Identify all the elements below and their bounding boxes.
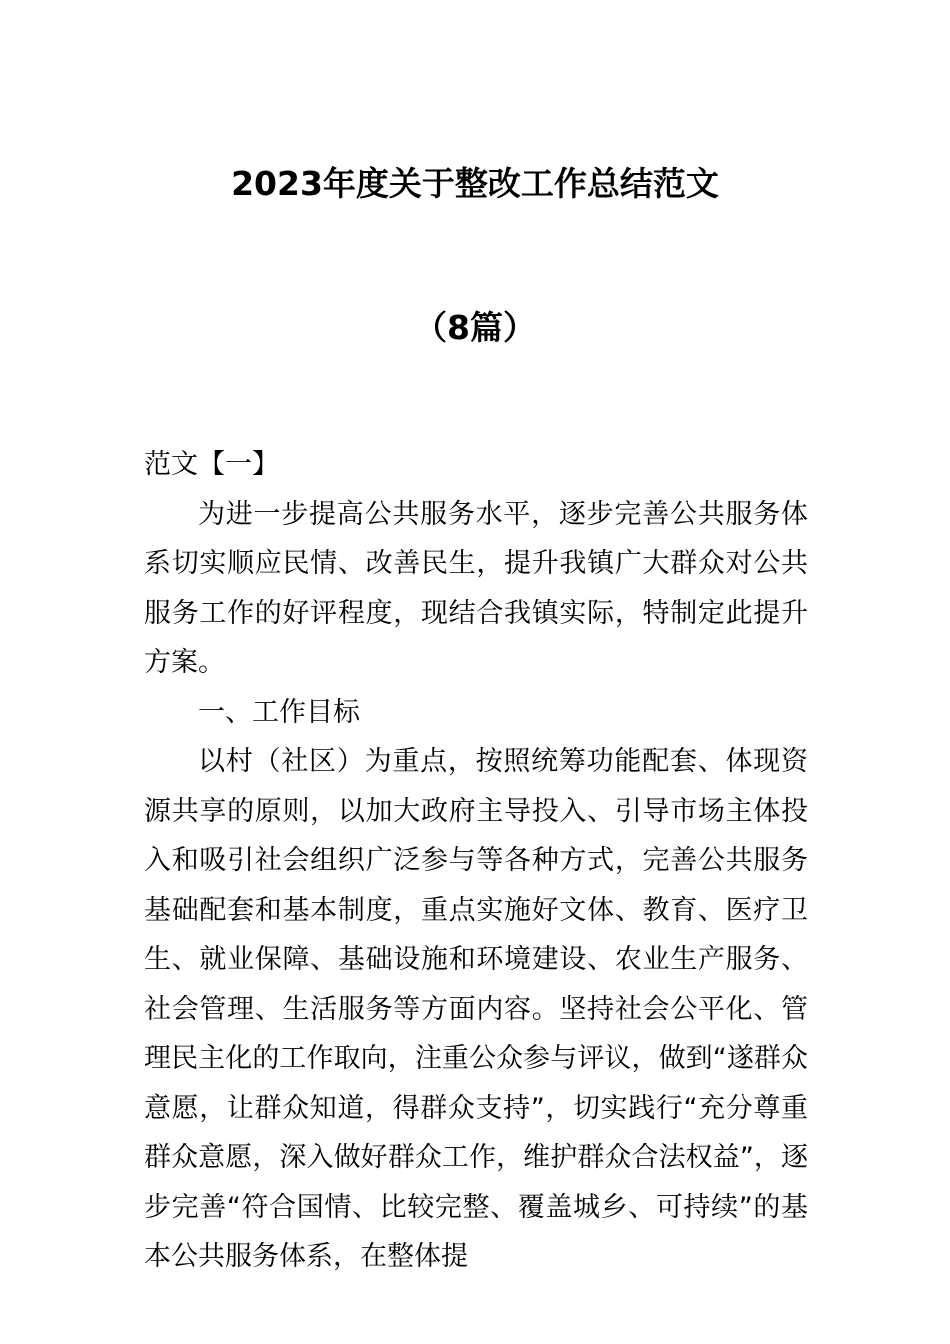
document-title: 2023年度关于整改工作总结范文 [231,164,719,203]
section-label: 范文【一】 [144,449,279,480]
heading-work-goal: 一、工作目标 [198,696,360,728]
paragraph-work-goal: 以村（社区）为重点，按照统筹功能配套、体现资源共享的原则，以加大政府主导投入、引导市场主体投入和吸引社会组织广泛参与等各种方式，完善公共服务基础配套和基本制度，重点实施好文体、教育、医疗卫生、就业保障、基础设施和环境建设、农业生产服务、社会管理、生活服务等方面内容。坚持社会公平化、管理民主化的工作取向，注重公众参与评议，做到“遂群众意愿，让群众知道，得群众支持”，切实践行“充分尊重群众意愿，深入做好群众工作，维护群众合法权益”，逐步完善“符合国情、比较完整、覆盖城乡、可持续”的基本公共服务体系，在整体提 [144,746,808,1272]
document-body [144,440,808,1282]
document-subtitle: （8篇） [414,308,536,347]
paragraph-intro: 为进一步提高公共服务水平，逐步完善公共服务体系切实顺应民情、改善民生，提升我镇广大群众对公共服务工作的好评程度，现结合我镇实际，特制定此提升方案。 [144,498,808,678]
